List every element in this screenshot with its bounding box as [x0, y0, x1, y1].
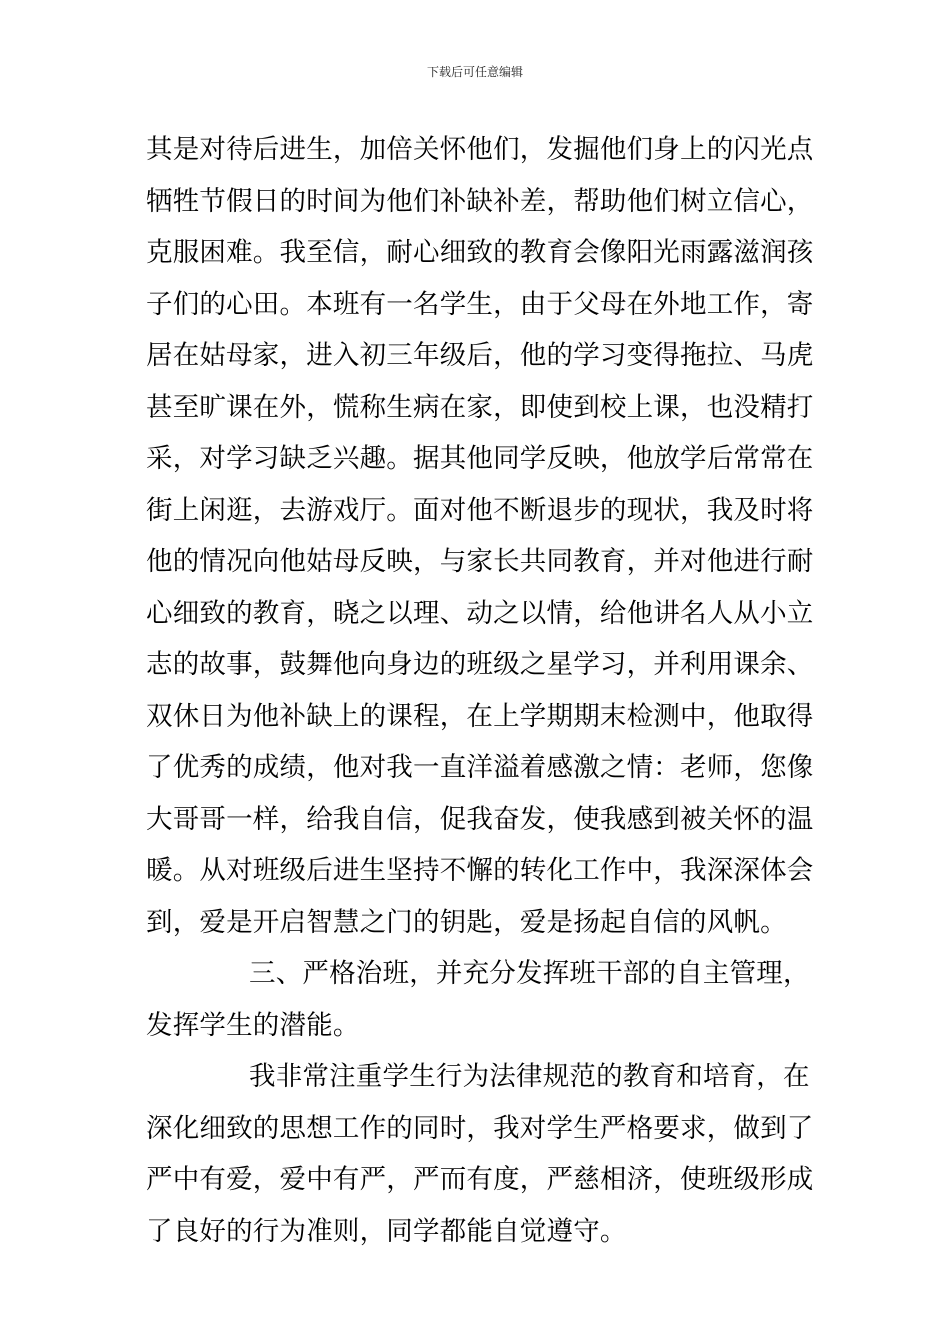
text-line: 到，爱是开启智慧之门的钥匙，爱是扬起自信的风帆。 [146, 906, 787, 938]
text-line: 大哥哥一样，给我自信，促我奋发，使我感到被关怀的温 [146, 803, 814, 835]
text-line: 牺牲节假日的时间为他们补缺补差，帮助他们树立信心， [146, 185, 814, 217]
text-line: 志的故事，鼓舞他向身边的班级之星学习，并利用课余、 [146, 649, 814, 680]
text-line: 了优秀的成绩，他对我一直洋溢着感激之情：老师，您像 [146, 752, 814, 783]
section-heading: 三、严格治班，并充分发挥班干部的自主管理， [249, 958, 810, 989]
text-line: 暖。从对班级后进生坚持不懈的转化工作中，我深深体会 [146, 855, 814, 886]
page-header-note: 下载后可任意编辑 [426, 65, 523, 79]
text-line: 居在姑母家，进入初三年级后，他的学习变得拖拉、马虎 [146, 340, 814, 371]
text-line: 子们的心田。本班有一名学生，由于父母在外地工作，寄 [146, 288, 814, 320]
text-line: 采，对学习缺乏兴趣。据其他同学反映，他放学后常常在 [146, 443, 814, 474]
text-line: 双休日为他补缺上的课程，在上学期期末检测中，他取得 [146, 700, 814, 732]
text-line: 其是对待后进生，加倍关怀他们，发掘他们身上的闪光点 [146, 134, 814, 165]
document-body [146, 124, 818, 1257]
text-line: 他的情况向他姑母反映，与家长共同教育，并对他进行耐 [146, 546, 814, 577]
text-line: 心细致的教育，晓之以理、动之以情，给他讲名人从小立 [146, 597, 814, 629]
paragraph-first-line: 我非常注重学生行为法律规范的教育和培育，在 [249, 1061, 810, 1092]
text-line: 深化细致的思想工作的同时，我对学生严格要求，做到了 [146, 1112, 814, 1144]
text-line: 街上闲逛，去游戏厅。面对他不断退步的现状，我及时将 [146, 494, 814, 526]
text-line: 了良好的行为准则，同学都能自觉遵守。 [146, 1215, 627, 1247]
text-line: 严中有爱，爱中有严，严而有度，严慈相济，使班级形成 [146, 1164, 814, 1195]
text-line: 克服困难。我至信，耐心细致的教育会像阳光雨露滋润孩 [146, 237, 814, 268]
text-line: 甚至旷课在外，慌称生病在家，即使到校上课，也没精打 [146, 391, 814, 423]
section-heading-continuation: 发挥学生的潜能。 [146, 1009, 360, 1041]
